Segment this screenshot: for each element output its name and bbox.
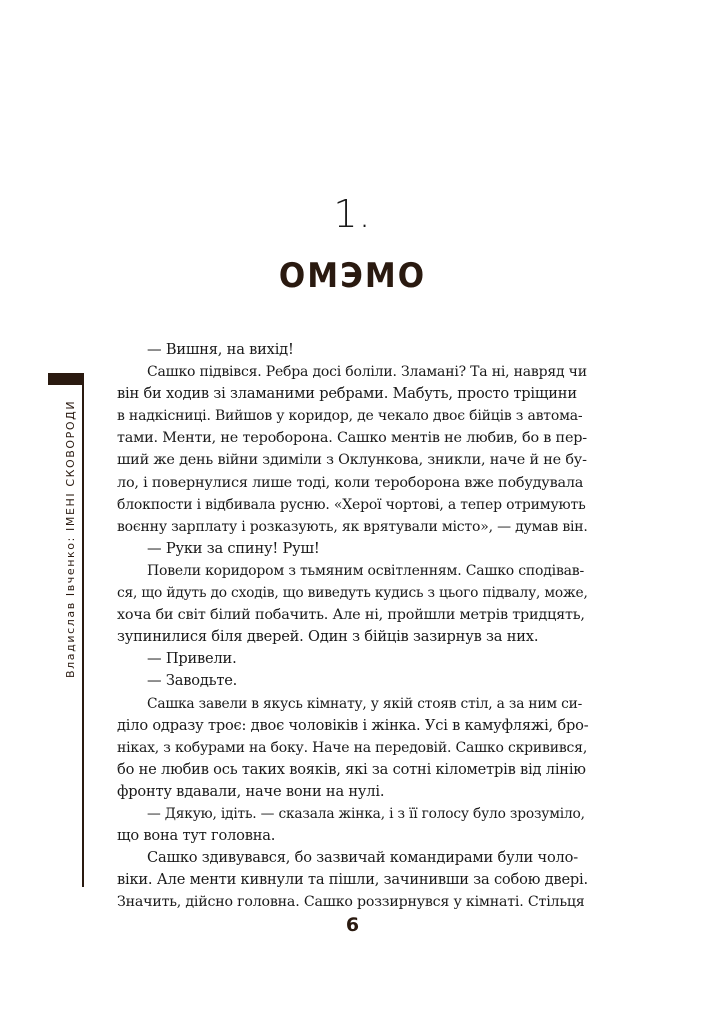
page-number: 6: [345, 914, 360, 936]
text-line: бо не любив ось таких вояків, які за сотні кілометрів від лінію: [117, 760, 586, 778]
side-rule-cap: [48, 373, 84, 385]
text-line: ший же день війни здиміли з Оклункова, зникли, наче й не бу-: [117, 452, 587, 469]
text-line: зупинилися біля дверей. Один з бійців зазирнув за них.: [117, 628, 539, 646]
paragraph: [117, 670, 588, 692]
paragraph: [117, 693, 588, 803]
text-line: в надкісниці. Вийшов у коридор, де чекало двоє бійців з автома-: [117, 408, 583, 425]
text-line: діло одразу троє: двоє чоловіків і жінка. Усі в камуфляжі, бро-: [117, 716, 589, 734]
paragraph: [117, 847, 588, 913]
running-header: Владислав Івченко: ІМЕНІ СКОВОРОДИ: [64, 399, 77, 678]
text-line: — Привели.: [147, 650, 237, 668]
chapter-number: 1.: [333, 192, 372, 236]
text-line: Сашко підвівся. Ребра досі боліли. Зламані? Та ні, навряд чи: [147, 364, 587, 381]
text-line: Сашка завели в якусь кімнату, у якій стояв стіл, а за ним си-: [147, 695, 583, 712]
paragraph: [117, 648, 588, 670]
text-line: Повели коридором з тьмяним освітленням. Сашко сподівав-: [147, 562, 584, 579]
body-text: [117, 339, 588, 913]
text-line: Значить, дійсно головна. Сашко роззирнувся у кімнаті. Стільця: [117, 894, 585, 911]
text-line: — Руки за спину! Руш!: [147, 539, 320, 557]
text-line: ся, що йдуть до сходів, що виведуть кудись з цього підвалу, може,: [117, 585, 588, 602]
text-line: — Вишня, на вихід!: [147, 341, 294, 358]
text-line: блокпости і відбивала русню. «Херої чортові, а тепер отримують: [117, 496, 586, 513]
text-line: воєнну зарплату і розказують, як врятували місто», — думав він.: [117, 518, 588, 535]
text-line: він би ходив зі зламаними ребрами. Мабуть, просто тріщини: [117, 385, 577, 403]
text-line: тами. Менти, не тероборона. Сашко ментів не любив, бо в пер-: [117, 430, 587, 447]
paragraph: [117, 538, 588, 560]
text-line: хоча би світ білий побачить. Але ні, пройшли метрів тридцять,: [117, 607, 585, 624]
text-line: — Заводьте.: [147, 672, 238, 690]
side-rule: [82, 373, 84, 887]
paragraph: [117, 361, 588, 538]
text-line: віки. Але менти кивнули та пішли, зачинивши за собою двері.: [117, 871, 588, 889]
text-line: ло, і повернулися лише тоді, коли тероборона вже побудувала: [117, 474, 584, 491]
text-line: фронту вдавали, наче вони на нулі.: [117, 782, 385, 800]
text-line: що вона тут головна.: [117, 827, 276, 845]
text-line: — Дякую, ідіть. — сказала жінка, і з її голосу було зрозуміло,: [147, 805, 585, 822]
chapter-title: ОМЭМО: [278, 256, 427, 296]
paragraph: [117, 339, 588, 361]
text-line: Сашко здивувався, бо зазвичай командирами були чоло-: [147, 849, 578, 867]
text-line: ніках, з кобурами на боку. Наче на передовій. Сашко скривився,: [117, 739, 588, 756]
paragraph: [117, 560, 588, 648]
paragraph: [117, 803, 588, 847]
